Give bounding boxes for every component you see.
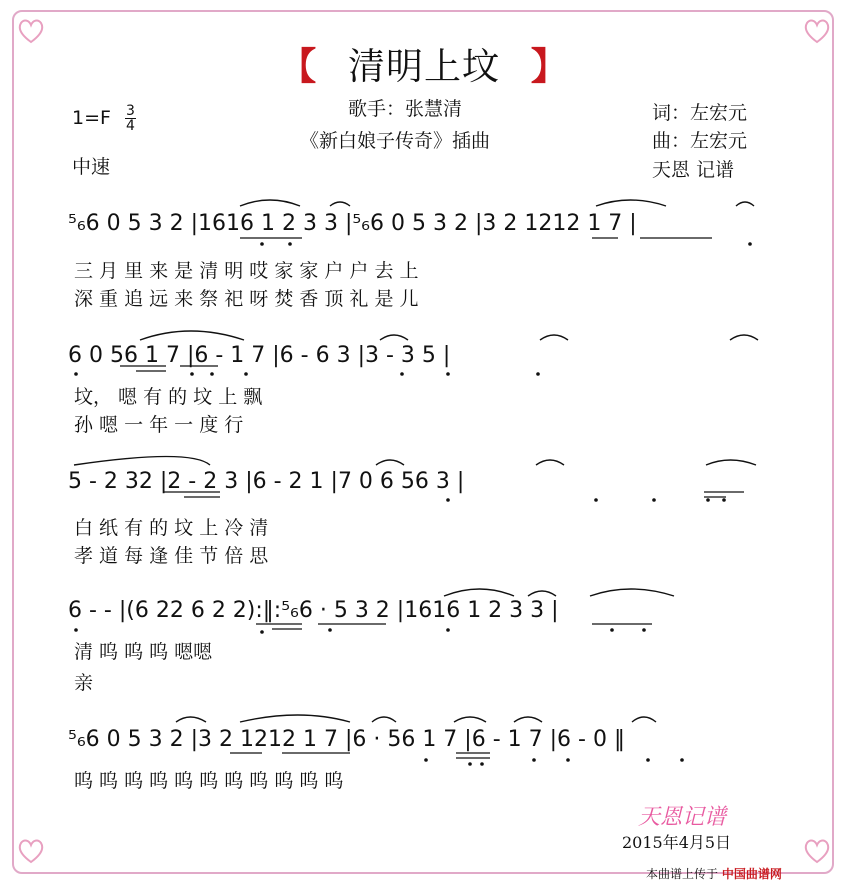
key-text: 1=F <box>72 107 111 129</box>
score-line-2-lyric-2: 孙 嗯 一 年 一 度 行 <box>74 414 244 436</box>
score-line-4-lyric-1: 清 呜 呜 呜 嗯嗯 <box>74 641 213 663</box>
time-numerator: 3 <box>125 103 135 119</box>
score-line-3-lyric-2: 孝 道 每 逢 佳 节 倍 思 <box>74 545 269 567</box>
score-line-2-notes: 6 0 56 1 7 |6 - 1 7 |6 - 6 3 |3 - 3 5 | <box>68 343 451 368</box>
score-line-5-lyric-1: 呜 呜 呜 呜 呜 呜 呜 呜 呜 呜 呜 <box>74 770 344 792</box>
upload-text: 本曲谱上传于 <box>646 867 719 881</box>
underline-beams <box>120 238 744 758</box>
score-line-5-notes: ⁵₆6 0 5 3 2 |3 2 1212 1 7 |6 · 56 1 7 |6 - 1 7 |6 - 0 ‖ <box>68 727 625 752</box>
score-line-1-notes: ⁵₆6 0 5 3 2 |1616 1 2 3 3 |⁵₆6 0 5 3 2 |3 2 1212 1 7 | <box>68 211 637 236</box>
title-open-bracket: 【 <box>279 45 318 88</box>
octave-dots <box>74 242 752 766</box>
score-line-4-lyric-2: 亲 <box>74 672 94 694</box>
title-text: 清明上坟 <box>348 45 500 88</box>
upload-credit <box>646 865 782 882</box>
notation-stamp: 天恩记谱 <box>638 805 727 830</box>
score-line-3-lyric-1: 白 纸 有 的 坟 上 冷 清 <box>74 517 269 539</box>
site-name-link[interactable]: 中国曲谱网 <box>721 867 782 881</box>
time-denominator: 4 <box>125 118 135 134</box>
score-line-3-notes: 5 - 2 32 |2 - 2 3 |6 - 2 1 |7 0 6 56 3 | <box>68 469 465 494</box>
score-line-1-lyric-1: 三 月 里 来 是 清 明 哎 家 家 户 户 去 上 <box>74 260 419 282</box>
notation-date: 2015年4月5日 <box>622 833 732 852</box>
lyricist: 词：左宏元 <box>652 102 748 124</box>
tempo: 中速 <box>72 156 111 178</box>
slur-marks <box>74 200 758 722</box>
score-line-1-lyric-2: 深 重 追 远 来 祭 祀 呀 焚 香 顶 礼 是 儿 <box>74 288 419 310</box>
source: 《新白娘子传奇》插曲 <box>300 130 491 152</box>
score-line-4-notes: 6 - - |(6 22 6 2 2):‖:⁵₆6 · 5 3 2 |1616 1 2 3 3 | <box>68 598 559 623</box>
notation-credit: 天恩 记谱 <box>652 159 735 181</box>
composer: 曲：左宏元 <box>652 130 748 152</box>
score-line-2-lyric-1: 坟， 嗯 有 的 坟 上 飘 <box>74 386 263 408</box>
singer: 歌手：张慧清 <box>348 98 463 120</box>
title-close-bracket: 】 <box>530 45 569 88</box>
